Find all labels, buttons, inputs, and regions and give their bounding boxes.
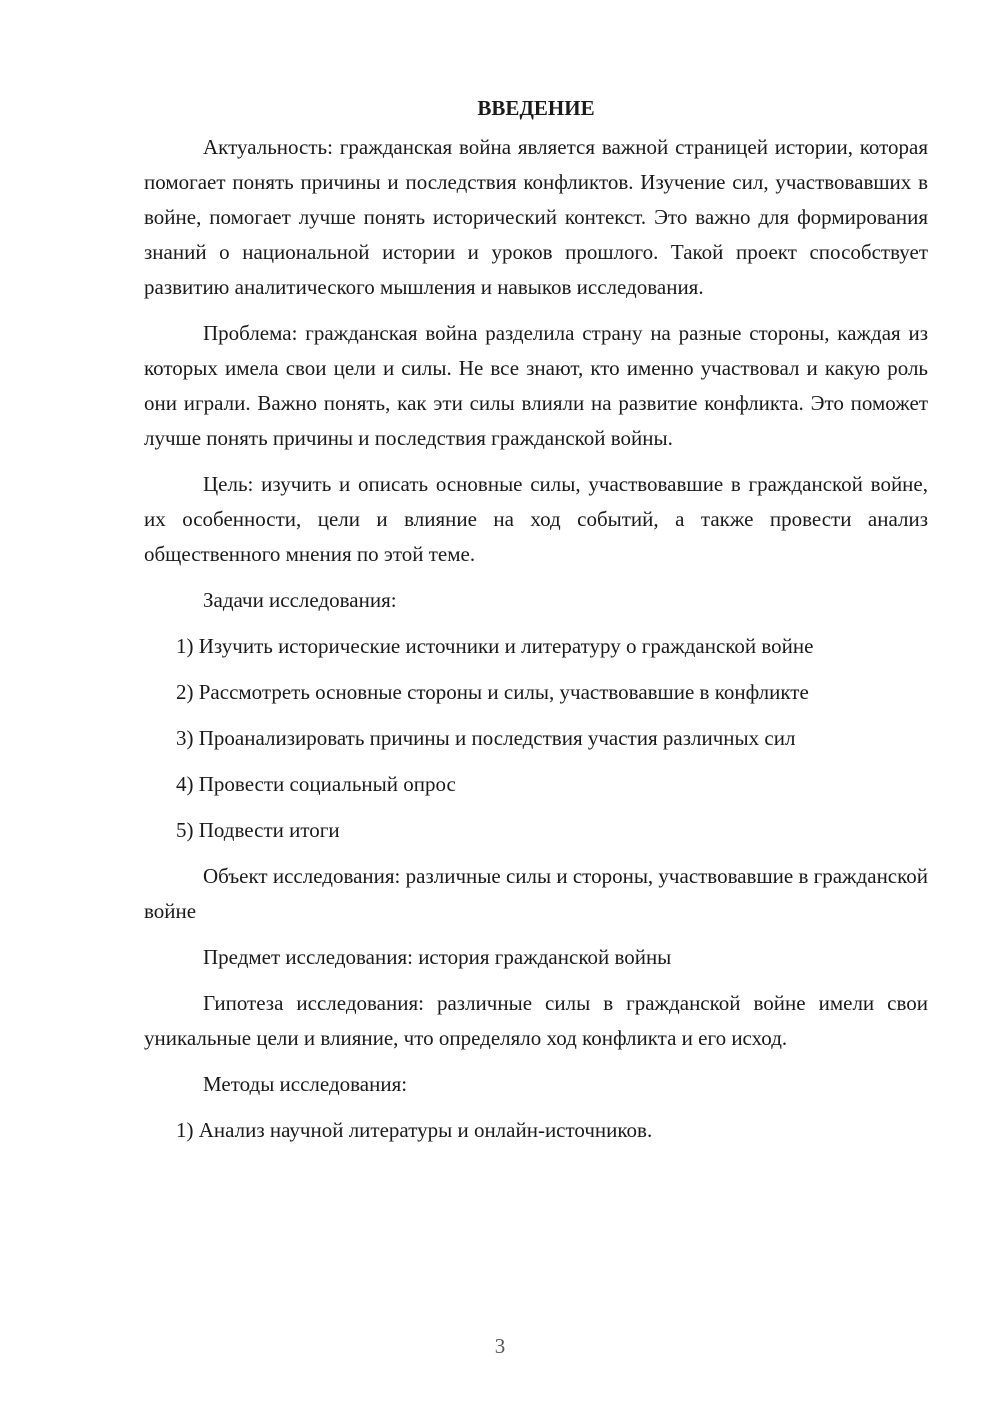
task-item-4: 4) Провести социальный опрос — [176, 772, 456, 796]
tasks-label: Задачи исследования: — [203, 588, 397, 612]
subject-paragraph: Предмет исследования: история гражданской войны — [203, 945, 672, 969]
page-content — [144, 91, 928, 1159]
relevance-paragraph: Актуальность: гражданская война является важной страницей истории, которая помогает понять причины и последствия конфликтов. Изучение сил, участвовавших в войне, помогает лучше понять исторический контекст. Это важно для формирования знаний о национальной истории и уроков прошлого. Такой проект способствует развитию аналитического мышления и навыков исследования. — [144, 135, 928, 299]
task-item-5: 5) Подвести итоги — [176, 818, 340, 842]
goal-paragraph: Цель: изучить и описать основные силы, участвовавшие в гражданской войне, их особенности, цели и влияние на ход событий, а также провести анализ общественного мнения по этой теме. — [144, 472, 928, 566]
method-item-1: 1) Анализ научной литературы и онлайн-источников. — [176, 1118, 653, 1142]
page-number: 3 — [494, 1334, 506, 1358]
section-heading: ВВЕДЕНИЕ — [477, 96, 595, 120]
problem-paragraph: Проблема: гражданская война разделила страну на разные стороны, каждая из которых имела свои цели и силы. Не все знают, кто именно участвовал и какую роль они играли. Важно понять, как эти силы влияли на развитие конфликта. Это поможет лучше понять причины и последствия гражданской войны. — [144, 321, 928, 450]
task-item-1: 1) Изучить исторические источники и литературу о гражданской войне — [176, 634, 814, 658]
methods-label: Методы исследования: — [203, 1072, 408, 1096]
page-number-container — [70, 1334, 1000, 1359]
object-paragraph: Объект исследования: различные силы и стороны, участвовавшие в гражданской войне — [144, 864, 928, 923]
hypothesis-paragraph: Гипотеза исследования: различные силы в гражданской войне имели свои уникальные цели и влияние, что определяло ход конфликта и его исход. — [144, 991, 928, 1050]
task-item-3: 3) Проанализировать причины и последствия участия различных сил — [176, 726, 796, 750]
task-item-2: 2) Рассмотреть основные стороны и силы, участвовавшие в конфликте — [176, 680, 809, 704]
